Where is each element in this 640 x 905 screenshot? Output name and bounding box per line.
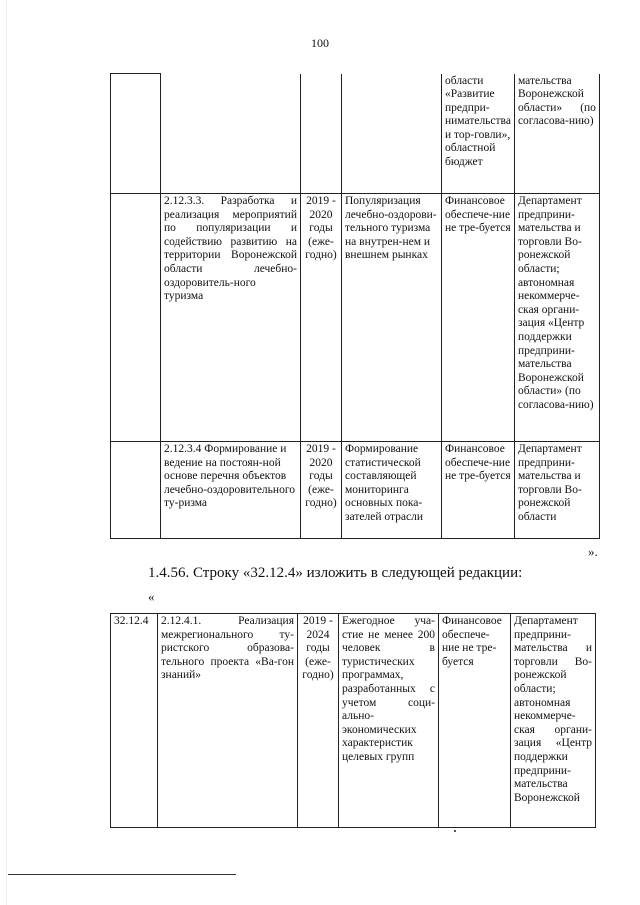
table-cell: 2019 - 2020 годы (еже-годно): [301, 442, 342, 539]
table-cell: Департамент предприни-мательства и торговли Во-ронежской области: [514, 442, 599, 539]
table-cell: [301, 74, 342, 194]
table-cell: 2019 - 2024 годы (еже-годно): [298, 614, 339, 828]
table-cell: области «Развитие предпри-нимательства и тор-говли», областной бюджет: [442, 74, 515, 194]
scan-edge: [6, 0, 7, 905]
table-cell: [111, 442, 161, 539]
closing-quote: ».: [588, 544, 598, 559]
table-row: [111, 442, 600, 539]
table-row: [111, 194, 600, 442]
table-cell: [161, 74, 301, 194]
table-cell: 2019 - 2020 годы (еже-годно): [301, 194, 342, 442]
table-cell: Ежегодное уча-стие не менее 200 человек в туристических программах, разработанных с учетом соци-ально-экономических характеристик целевых групп: [339, 614, 439, 828]
table-cell: 2.12.3.4 Формирование и ведение на постоян-ной основе перечня объектов лечебно-оздоровительного ту-ризма: [161, 442, 301, 539]
replacement-table: [110, 613, 596, 828]
table-cell: Финансовое обеспече-ние не тре-буется: [442, 442, 515, 539]
table-cell: Популяризация лечебно-оздорови-тельного туризма на внутрен-нем и внешнем рынках: [342, 194, 442, 442]
table-cell: [111, 194, 161, 442]
table-row: [111, 614, 596, 828]
table-cell: [111, 74, 161, 194]
table-cell: Департамент предприни-мательства и торговли Во-ронежской области; автономная некоммерче-ская органи-зация «Центр поддержки предприни-мательства Воронежской: [511, 614, 596, 828]
table-cell: Департамент предприни-мательства и торговли Во-ронежской области; автономная некоммерче-ская органи-зация «Центр поддержки предприни-мательства Воронежской области» (по согласова-нию): [514, 194, 599, 442]
table-cell: 2.12.3.3. Разработка и реализация мероприятий по популяризации и содействию развитию на территории Воронежской области лечебно-оздоровитель-ного туризма: [161, 194, 301, 442]
table-cell: Финансовое обеспече-ние не тре-буется: [439, 614, 511, 828]
table-cell: [342, 74, 442, 194]
opening-quote: «: [148, 589, 155, 604]
table-cell: 2.12.4.1. Реализация межрегионального ту-ристского образова-тельного проекта «Ва-гон знаний»: [158, 614, 298, 828]
continued-table: [110, 73, 600, 539]
footnote-rule: [8, 874, 236, 875]
table-cell: Формирование статистической составляющей мониторинга основных пока-зателей отрасли: [342, 442, 442, 539]
scan-speck: [454, 830, 456, 832]
section-heading: 1.4.56. Строку «32.12.4» изложить в следующей редакции:: [148, 565, 523, 581]
table-row: [111, 74, 600, 194]
table-cell: мательства Воронежской области» (по согласова-нию): [514, 74, 599, 194]
table-cell: Финансовое обеспече-ние не тре-буется: [442, 194, 515, 442]
page-number: 100: [311, 36, 329, 50]
table-cell: 32.12.4: [111, 614, 158, 828]
